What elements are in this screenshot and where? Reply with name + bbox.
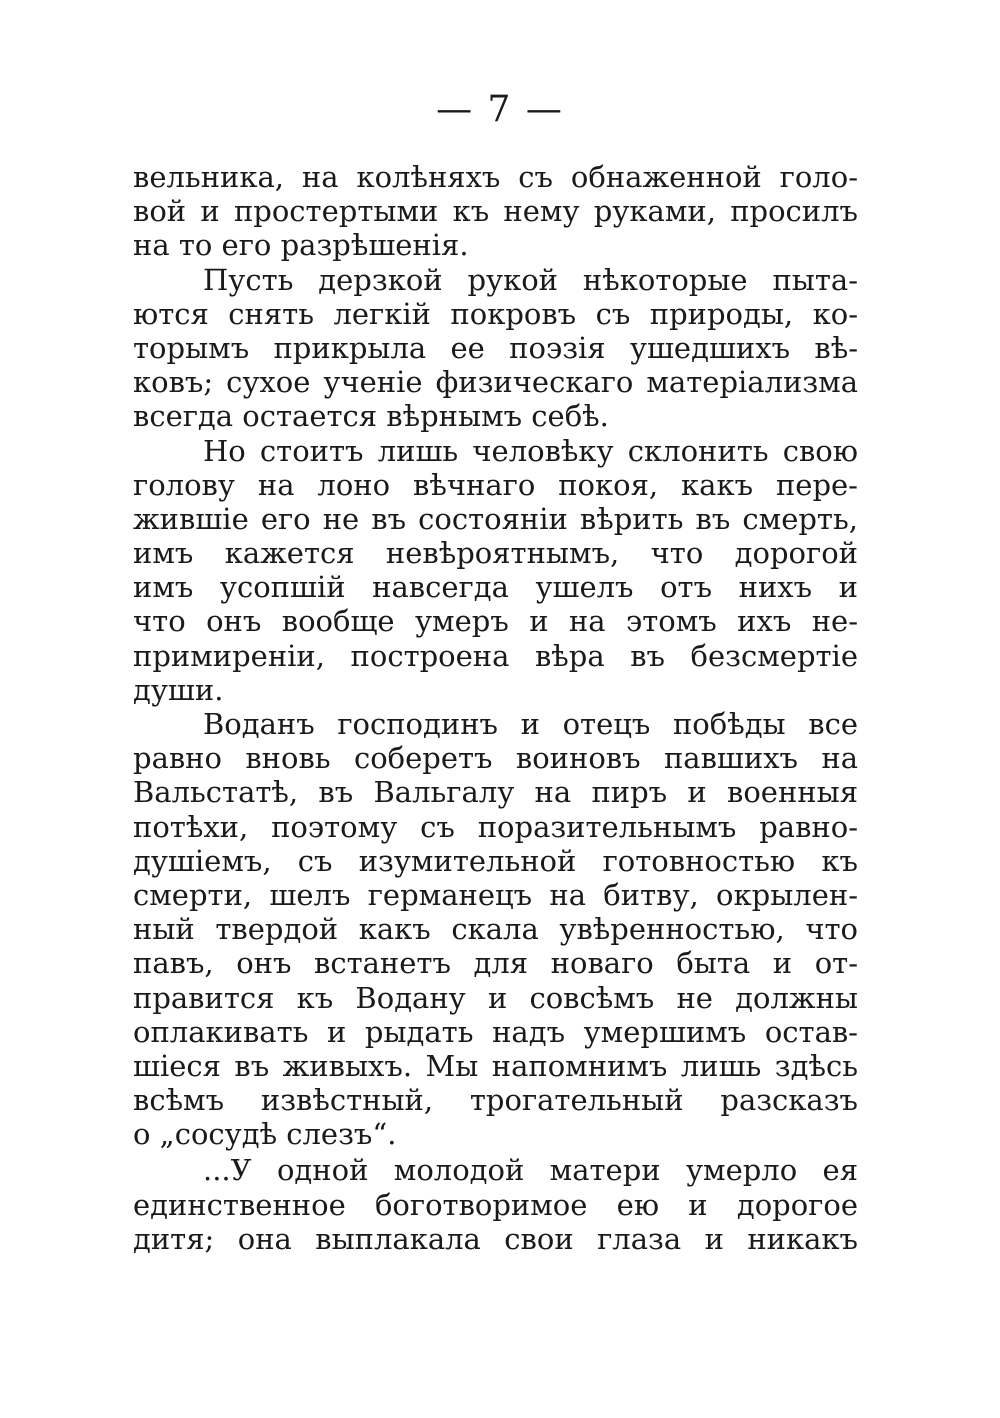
text-line: душіемъ, съ изумительной готовностью къ — [133, 843, 858, 878]
text-line: голову на лоно вѣчнаго покоя, какъ пере- — [133, 467, 858, 502]
text-line: души. — [133, 672, 224, 707]
text-line: вой и простертыми къ нему руками, просилъ — [133, 194, 858, 229]
text-line: торымъ прикрыла ее поэзія ушедшихъ вѣ- — [133, 330, 858, 365]
text-line: смерти, шелъ германецъ на битву, окрылен- — [133, 877, 858, 912]
text-line: ковъ; сухое ученіе физическаго матеріализма — [133, 365, 858, 400]
text-line: единственное боготворимое ею и дорогое — [133, 1187, 858, 1222]
text-line: ются снять легкій покровъ съ природы, ко- — [133, 296, 858, 331]
text-line: всегда остается вѣрнымъ себѣ. — [133, 399, 609, 434]
text-line: имъ кажется невѣроятнымъ, что дорогой — [133, 536, 858, 571]
text-line: Воданъ господинъ и отецъ побѣды все — [203, 707, 858, 741]
text-line: Вальстатѣ, въ Вальгалу на пиръ и военныя — [133, 775, 858, 810]
text-line: всѣмъ извѣстный, трогательный разсказъ — [133, 1083, 858, 1118]
text-line: павъ, онъ встанетъ для новаго быта и от- — [133, 946, 858, 981]
text-line: равно вновь соберетъ воиновъ павшихъ на — [133, 741, 858, 776]
text-line: на то его разрѣшенія. — [133, 228, 469, 263]
text-line: Пусть дерзкой рукой нѣкоторые пыта- — [203, 262, 858, 297]
text-line: правится къ Водану и совсѣмъ не должны — [133, 980, 858, 1015]
page-number: — 7 — — [436, 89, 564, 130]
text-line: потѣхи, поэтому съ поразительнымъ равно- — [133, 809, 858, 844]
text-line: примиреніи, построена вѣра въ безсмертіе — [133, 638, 858, 673]
text-line: ...У одной молодой матери умерло ея — [203, 1153, 858, 1188]
text-line: что онъ вообще умеръ и на этомъ ихъ не- — [133, 604, 858, 639]
text-line: оплакивать и рыдать надъ умершимъ остав- — [133, 1014, 858, 1049]
text-line: вельника, на колѣняхъ съ обнаженной голо- — [133, 160, 858, 194]
text-line: жившіе его не въ состояніи вѣрить въ смерть, — [133, 501, 858, 536]
text-line: имъ усопшій навсегда ушелъ отъ нихъ и — [133, 570, 858, 605]
text-line: дитя; она выплакала свои глаза и никакъ — [133, 1221, 858, 1256]
text-line: Но стоитъ лишь человѣку склонить свою — [203, 433, 858, 468]
body-text — [133, 160, 858, 1256]
text-line: о „сосудѣ слезъ“. — [133, 1117, 397, 1152]
text-line: ный твердой какъ скала увѣренностью, что — [133, 912, 858, 947]
text-line: шіеся въ живыхъ. Мы напомнимъ лишь здѣсь — [133, 1048, 858, 1083]
